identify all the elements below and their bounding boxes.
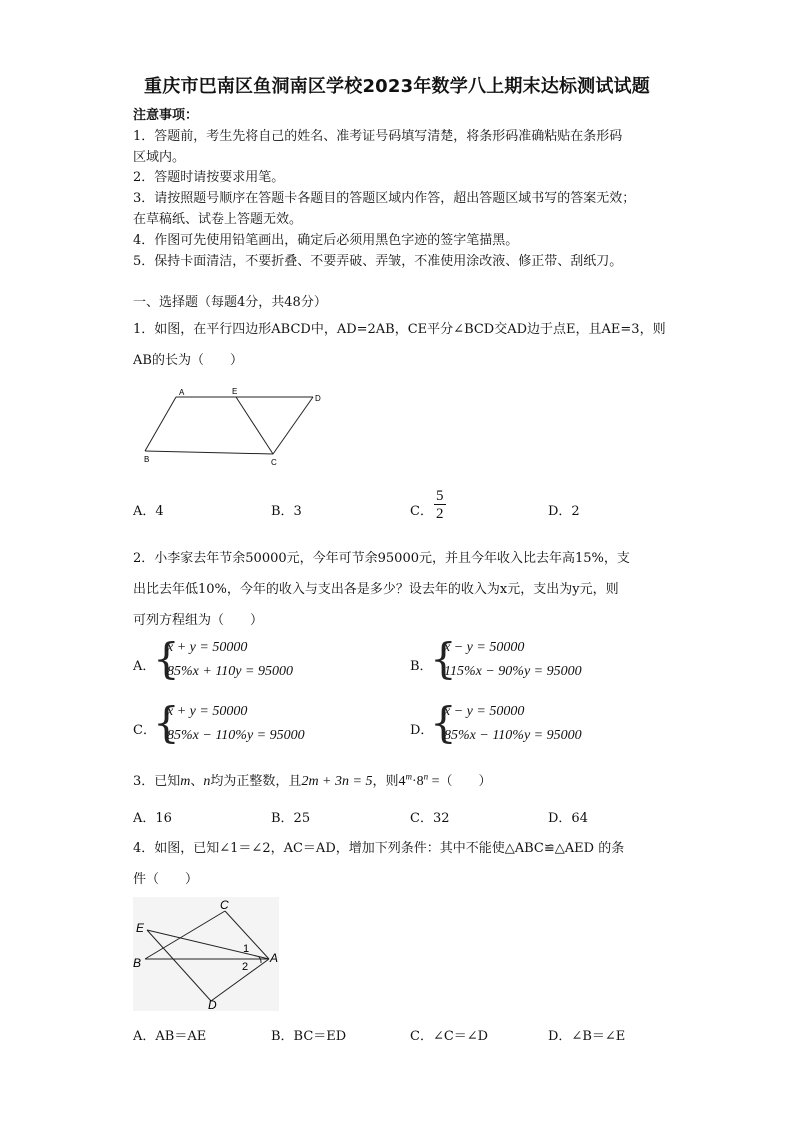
q2-option-b-eq-1: x − y = 50000: [444, 640, 525, 655]
notice-item-1-line-1: 1．答题前，考生先将自己的姓名、准考证号码填写清楚，将条形码准确粘贴在条形码: [133, 129, 623, 144]
q2-option-a-brace: {: [153, 634, 180, 683]
q2-option-d-eq-1: x − y = 50000: [444, 704, 525, 719]
label-d: D: [208, 998, 217, 1011]
q4-option-c[interactable]: C．∠C＝∠D: [410, 1029, 489, 1044]
q3-condition: 2m + 3n = 5: [301, 774, 373, 789]
q1-parallelogram-figure: [136, 384, 336, 470]
q2-option-d-label[interactable]: D．: [410, 723, 434, 738]
q2-option-b-brace: {: [430, 634, 457, 683]
q3-var-n: n: [203, 774, 211, 789]
q2-option-c-eq-2: 85%x − 110%y = 95000: [167, 728, 305, 743]
notice-item-5: 5．保持卡面清洁，不要折叠、不要弄破、弄皱，不准使用涂改液、修正带、刮纸刀。: [133, 254, 623, 269]
q3-stem: [133, 770, 492, 790]
q3-stem-then: ，则: [372, 774, 399, 789]
section-heading: 一、选择题（每题4分，共48分）: [133, 295, 327, 310]
q4-option-b[interactable]: B．BC＝ED: [271, 1029, 347, 1044]
q4-option-d[interactable]: D．∠B＝∠E: [548, 1029, 626, 1044]
q1-option-d[interactable]: D．2: [548, 504, 580, 519]
q4-triangles-figure: [133, 897, 279, 1011]
q2-stem-line-1: 2．小李家去年节余50000元，今年可节余95000元，并且今年收入比去年高15%，支: [133, 551, 630, 566]
q1-option-a[interactable]: A．4: [133, 504, 164, 519]
notice-item-4: 4．作图可先使用铅笔画出，确定后必须用黑色字迹的签字笔描黑。: [133, 233, 519, 248]
side-cd: [273, 397, 313, 454]
notice-item-2: 2．答题时请按要求用笔。: [133, 170, 285, 185]
q2-option-c-brace: {: [153, 698, 180, 747]
page-title: 重庆市巴南区鱼洞南区学校2023年数学八上期末达标测试试题: [144, 76, 650, 97]
q3-option-c[interactable]: C．32: [410, 811, 450, 826]
q3-stem-end: （ ）: [439, 774, 492, 789]
fraction-numerator: 5: [436, 488, 444, 504]
side-ab: [145, 397, 176, 451]
segment-ce: [236, 397, 273, 454]
q4-stem-line-1: 4．如图，已知∠1＝∠2，AC＝AD，增加下列条件：其中不能使△ABC≌△AED 的条: [133, 841, 625, 856]
q2-stem-line-3: 可列方程组为（ ）: [133, 613, 264, 628]
figure-background: [133, 897, 279, 1011]
q3-option-b[interactable]: B．25: [271, 811, 311, 826]
q2-option-a-eq-2: 85%x + 110y = 95000: [167, 664, 293, 679]
notice-item-3-line-1: 3．请按照题号顺序在答题卡各题目的答题区域内作答，超出答题区域书写的答案无效；: [133, 191, 636, 206]
q3-option-a[interactable]: A．16: [133, 811, 172, 826]
side-bc: [145, 451, 273, 454]
q2-option-d-eq-2: 85%x − 110%y = 95000: [444, 728, 582, 743]
label-e: E: [232, 387, 238, 396]
q3-var-m: m: [180, 774, 191, 789]
q1-option-b[interactable]: B．3: [271, 504, 302, 519]
q3-stem-prefix: 3．已知: [133, 774, 181, 789]
q2-option-a-eq-1: x + y = 50000: [167, 640, 248, 655]
q3-option-d[interactable]: D．64: [548, 811, 588, 826]
q4-stem-line-2: 件（ ）: [133, 872, 199, 887]
q3-stem-mid: 均为正整数，且: [210, 774, 302, 789]
fraction-denominator: 2: [436, 506, 444, 522]
q2-option-b-eq-2: 115%x − 90%y = 95000: [444, 664, 582, 679]
q2-option-c-eq-1: x + y = 50000: [167, 704, 248, 719]
angle-2-label: 2: [242, 961, 249, 973]
q4-option-a[interactable]: A．AB＝AE: [133, 1029, 207, 1044]
q3-separator: 、: [190, 774, 204, 789]
q2-option-b-label[interactable]: B．: [410, 659, 433, 674]
label-b: B: [144, 455, 150, 464]
notice-item-3-line-2: 在草稿纸、试卷上答题无效。: [133, 212, 303, 227]
q1-option-c[interactable]: C．: [410, 504, 433, 519]
q2-stem-line-2: 出比去年低10%，今年的收入与支出各是多少？设去年的收入为x元，支出为y元，则: [133, 582, 619, 597]
q2-option-d-brace: {: [430, 698, 457, 747]
q1-option-c-fraction: [434, 488, 446, 523]
q1-stem-line-2: AB的长为（ ）: [133, 353, 243, 368]
q1-stem-line-1: 1．如图，在平行四边形ABCD中，AD=2AB，CE平分∠BCD交AD边于点E，且AE=3，则: [133, 322, 666, 337]
label-c: C: [220, 898, 229, 912]
notice-item-1-line-2: 区域内。: [133, 150, 186, 165]
label-a: A: [179, 388, 185, 397]
q2-option-c-label[interactable]: C．: [133, 723, 156, 738]
angle-1-label: 1: [243, 943, 250, 955]
label-e: E: [136, 921, 145, 935]
notice-heading: 注意事项：: [133, 108, 199, 123]
q2-option-a-label[interactable]: A．: [133, 659, 156, 674]
label-a: A: [270, 951, 279, 965]
label-d: D: [315, 394, 321, 403]
label-c: C: [271, 458, 277, 467]
q3-expression: $4^m\cdot 8^n$ =: [398, 771, 440, 789]
label-b: B: [133, 956, 142, 970]
